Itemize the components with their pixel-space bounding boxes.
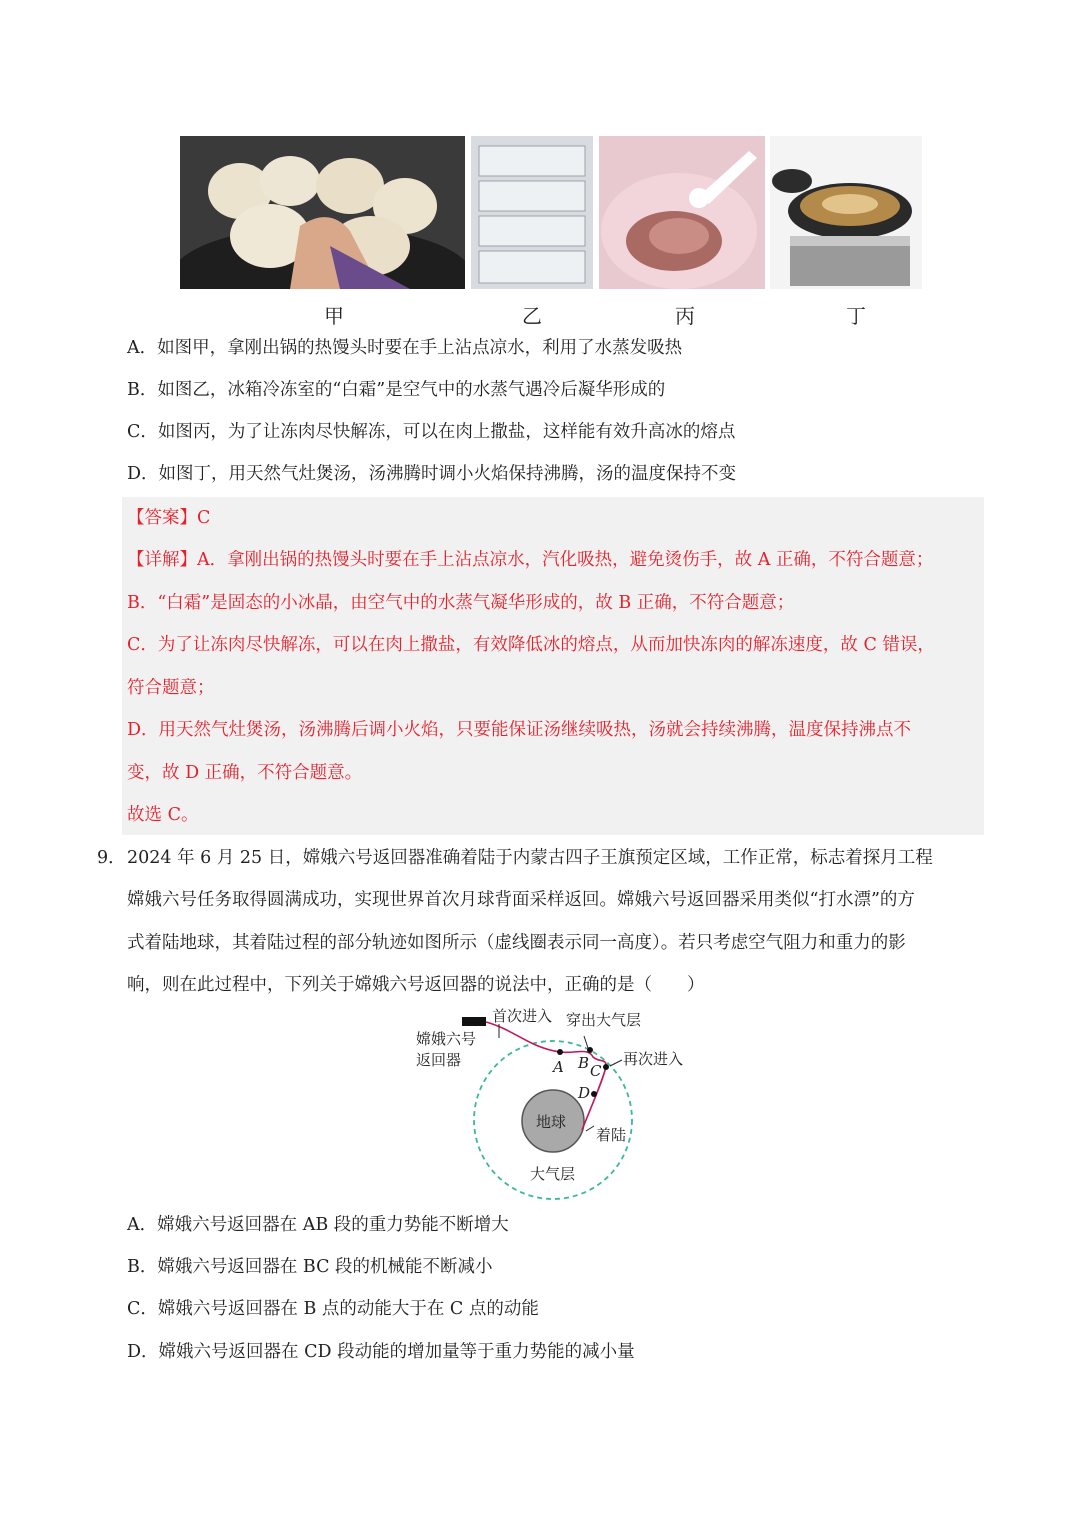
- caption-ding: 丁: [846, 304, 866, 328]
- explanation-line: 变，故 D 正确，不符合题意。: [127, 763, 363, 783]
- probe-icon: [462, 1017, 486, 1026]
- q9-option-a: A．嫦娥六号返回器在 AB 段的重力势能不断增大: [127, 1215, 509, 1235]
- label-landing: 着陆: [596, 1126, 627, 1144]
- arrow-exit: [584, 1036, 588, 1048]
- caption-yi: 乙: [522, 304, 542, 328]
- answer-label: 【答案】C: [127, 508, 211, 528]
- caption-jia: 甲: [324, 304, 344, 328]
- photo-jia-steamed-buns: [180, 136, 465, 289]
- explanation-line: 符合题意；: [127, 678, 215, 698]
- explanation-line: D．用天然气灶煲汤，汤沸腾后调小火焰，只要能保证汤继续吸热，汤就会持续沸腾，温度保持沸点不: [127, 720, 912, 740]
- question-number: 9．: [97, 848, 126, 868]
- photo-yi-freezer: [471, 136, 593, 289]
- label-first-entry: 首次进入: [492, 1007, 553, 1025]
- explanation-line: 【详解】A．拿刚出锅的热馒头时要在手上沾点凉水，汽化吸热，避免烫伤手，故 A 正确，不符合题意；: [127, 550, 934, 570]
- label-point-b: B: [578, 1054, 590, 1072]
- explanation-line: C．为了让冻肉尽快解冻，可以在肉上撒盐，有效降低冰的熔点，从而加快冻肉的解冻速度，故 C 错误，: [127, 635, 935, 655]
- q8-option-c: C．如图丙，为了让冻肉尽快解冻，可以在肉上撒盐，这样能有效升高冰的熔点: [127, 422, 736, 442]
- label-point-d: D: [578, 1084, 591, 1102]
- label-point-a: A: [553, 1058, 564, 1076]
- arrow-reentry: [610, 1060, 622, 1066]
- label-probe-line2: 返回器: [416, 1051, 462, 1069]
- label-point-c: C: [590, 1062, 602, 1080]
- label-earth: 地球: [536, 1113, 567, 1131]
- point-c: [603, 1064, 609, 1070]
- q8-option-a: A．如图甲，拿刚出锅的热馒头时要在手上沾点凉水，利用了水蒸发吸热: [127, 338, 683, 358]
- photo-bing-frozen-meat: [599, 136, 765, 289]
- q9-option-d: D．嫦娥六号返回器在 CD 段动能的增加量等于重力势能的减小量: [127, 1342, 635, 1362]
- label-reentry: 再次进入: [623, 1050, 684, 1068]
- final-choice: 故选 C。: [127, 805, 199, 825]
- q9-text-line: 嫦娥六号任务取得圆满成功，实现世界首次月球背面采样返回。嫦娥六号返回器采用类似“打水漂”的方: [127, 890, 915, 910]
- q8-option-b: B．如图乙，冰箱冷冻室的“白霜”是空气中的水蒸气遇冷后凝华形成的: [127, 380, 666, 400]
- q9-text-line: 响，则在此过程中，下列关于嫦娥六号返回器的说法中，正确的是（ ）: [127, 975, 705, 995]
- point-d: [591, 1091, 597, 1097]
- q9-option-b: B．嫦娥六号返回器在 BC 段的机械能不断减小: [127, 1257, 493, 1277]
- explanation-line: B．“白霜”是固态的小冰晶，由空气中的水蒸气凝华形成的，故 B 正确，不符合题意；: [127, 593, 795, 613]
- photo-ding-soup-pot: [770, 136, 922, 289]
- q8-option-d: D．如图丁，用天然气灶煲汤，汤沸腾时调小火焰保持沸腾，汤的温度保持不变: [127, 464, 737, 484]
- trajectory-diagram: [410, 1000, 730, 1200]
- point-a: [557, 1049, 563, 1055]
- q9-text-line: 2024 年 6 月 25 日，嫦娥六号返回器准确着陆于内蒙古四子王旗预定区域，工作正常，标志着探月工程: [127, 848, 933, 868]
- label-atmosphere: 大气层: [530, 1165, 576, 1183]
- label-exit-atmosphere: 穿出大气层: [566, 1011, 642, 1029]
- q9-text-line: 式着陆地球，其着陆过程的部分轨迹如图所示（虚线圈表示同一高度）。若只考虑空气阻力和重力的影: [127, 933, 906, 953]
- caption-bing: 丙: [675, 304, 695, 328]
- arrow-landing: [586, 1126, 594, 1131]
- q9-option-c: C．嫦娥六号返回器在 B 点的动能大于在 C 点的动能: [127, 1299, 539, 1319]
- label-probe-line1: 嫦娥六号: [416, 1030, 477, 1048]
